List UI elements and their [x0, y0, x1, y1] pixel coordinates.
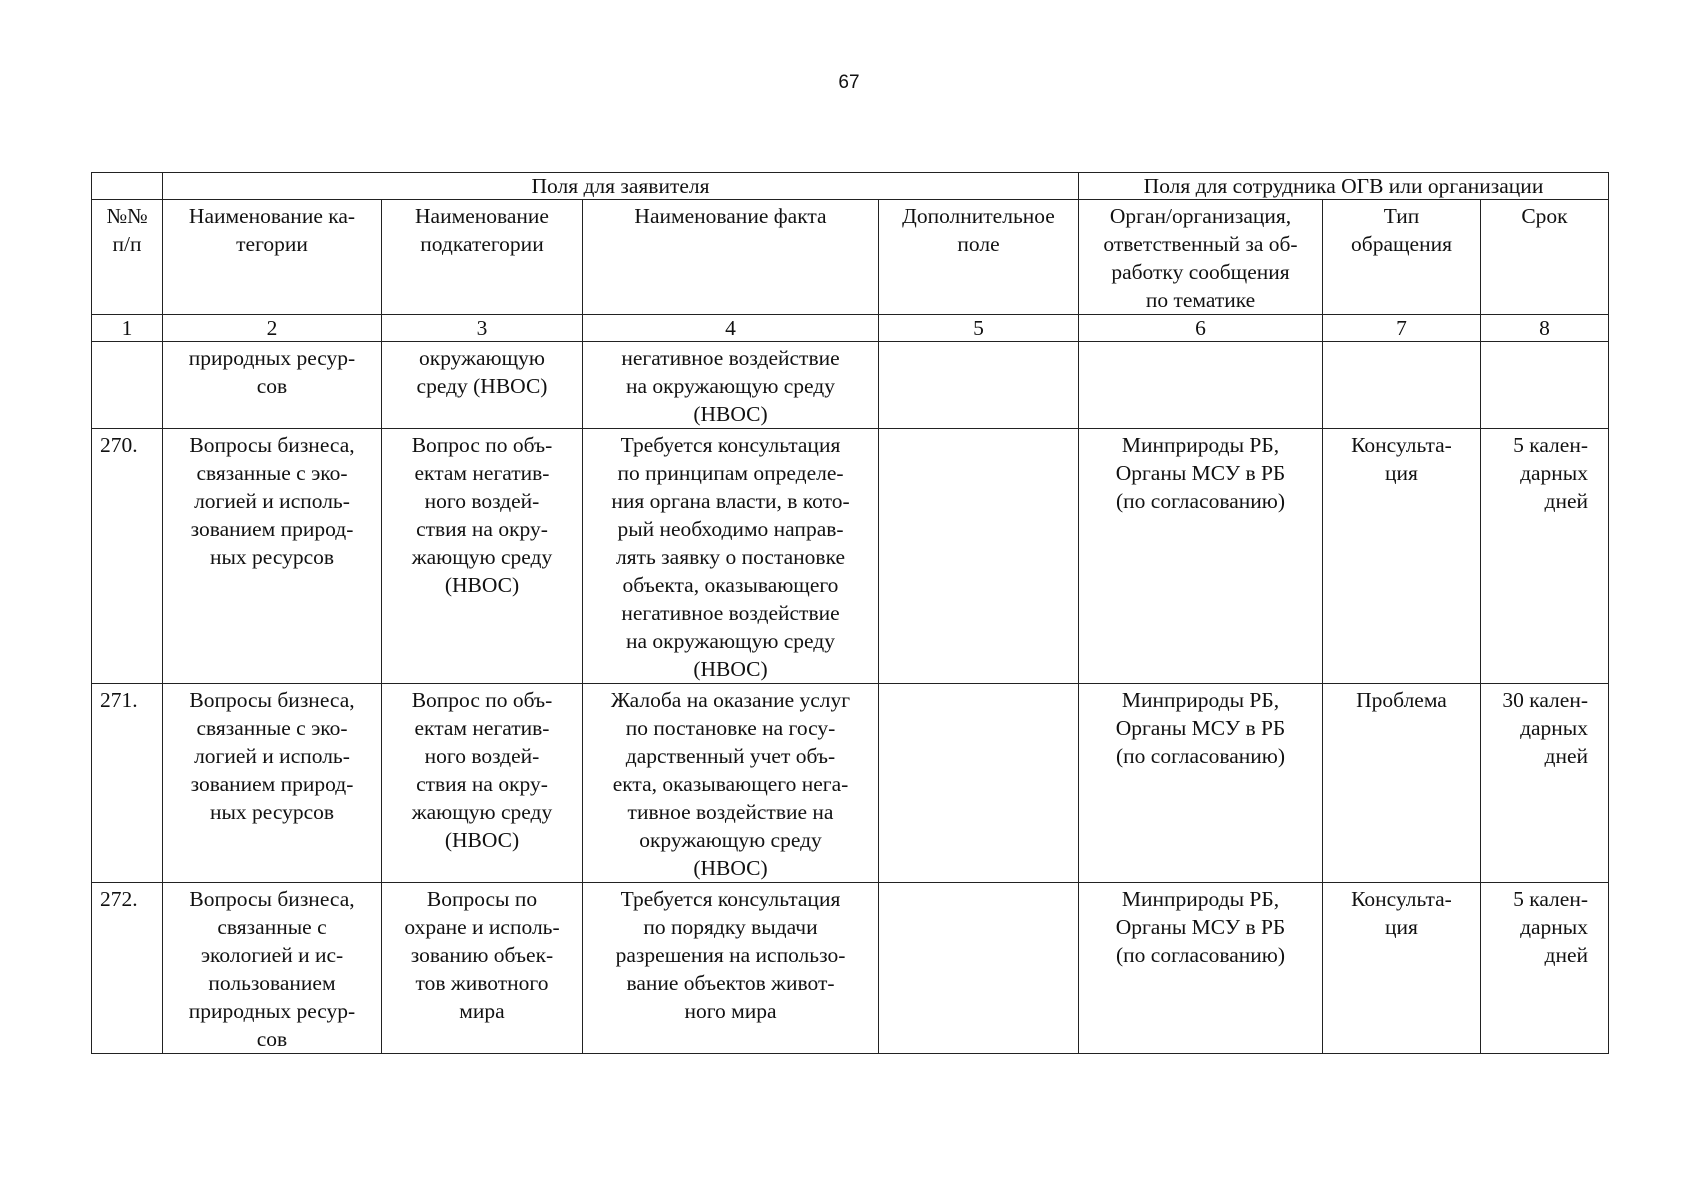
cell-extra	[879, 342, 1079, 429]
column-header-fact: Наименование факта	[583, 200, 879, 315]
table-row	[92, 883, 1609, 1054]
column-header-term: Срок	[1481, 200, 1609, 315]
column-header-extra: Дополнительное поле	[879, 200, 1079, 315]
column-index: 2	[163, 315, 382, 342]
cell-fact: Жалоба на оказание услуг по постановке на госу- дарственный учет объ- екта, оказывающего нега- тивное воздействие на окружающую среду (НВОС)	[583, 684, 879, 883]
table-row	[92, 684, 1609, 883]
cell-type: Консульта- ция	[1323, 429, 1481, 684]
cell-category: Вопросы бизнеса, связанные с эко- логией и исполь- зованием природ- ных ресурсов	[163, 684, 382, 883]
cell-subcategory: Вопрос по объ- ектам негатив- ного воздей- ствия на окру- жающую среду (НВОС)	[382, 429, 583, 684]
cell-extra	[879, 429, 1079, 684]
cell-term: 30 кален- дарных дней	[1481, 684, 1609, 883]
cell-subcategory: Вопрос по объ- ектам негатив- ного воздей- ствия на окру- жающую среду (НВОС)	[382, 684, 583, 883]
cell-number	[92, 342, 163, 429]
cell-fact: Требуется консультация по принципам определе- ния органа власти, в кото- рый необходимо направ- лять заявку о постановке объекта, оказывающего негативное воздействие на окружающую среду (НВОС)	[583, 429, 879, 684]
column-index: 3	[382, 315, 583, 342]
column-header-type: Тип обращения	[1323, 200, 1481, 315]
cell-type: Проблема	[1323, 684, 1481, 883]
cell-type: Консульта- ция	[1323, 883, 1481, 1054]
column-header-row	[92, 200, 1609, 315]
column-header-subcategory: Наименование подкатегории	[382, 200, 583, 315]
cell-type	[1323, 342, 1481, 429]
cell-organ: Минприроды РБ, Органы МСУ в РБ (по согласованию)	[1079, 429, 1323, 684]
cell-subcategory: окружающую среду (НВОС)	[382, 342, 583, 429]
cell-category: Вопросы бизнеса, связанные с экологией и ис- пользованием природных ресур- сов	[163, 883, 382, 1054]
column-header-category: Наименование ка- тегории	[163, 200, 382, 315]
group-header-empty	[92, 173, 163, 200]
table-row	[92, 429, 1609, 684]
group-header-applicant: Поля для заявителя	[163, 173, 1079, 200]
cell-term	[1481, 342, 1609, 429]
group-header-row	[92, 173, 1609, 200]
cell-subcategory: Вопросы по охране и исполь- зованию объек- тов животного мира	[382, 883, 583, 1054]
cell-extra	[879, 684, 1079, 883]
column-index: 4	[583, 315, 879, 342]
column-header-organ: Орган/организация, ответственный за об- работку сообщения по тематике	[1079, 200, 1323, 315]
cell-number: 270.	[92, 429, 163, 684]
column-index: 7	[1323, 315, 1481, 342]
cell-extra	[879, 883, 1079, 1054]
cell-organ	[1079, 342, 1323, 429]
cell-fact: негативное воздействие на окружающую среду (НВОС)	[583, 342, 879, 429]
column-index: 6	[1079, 315, 1323, 342]
column-index: 5	[879, 315, 1079, 342]
group-header-employee: Поля для сотрудника ОГВ или организации	[1079, 173, 1609, 200]
column-header-number: №№ п/п	[92, 200, 163, 315]
table-row-continuation	[92, 342, 1609, 429]
requests-table	[91, 172, 1609, 1054]
cell-fact: Требуется консультация по порядку выдачи разрешения на использо- вание объектов живот- ного мира	[583, 883, 879, 1054]
column-index-row	[92, 315, 1609, 342]
cell-term: 5 кален- дарных дней	[1481, 429, 1609, 684]
cell-number: 271.	[92, 684, 163, 883]
page-number: 67	[838, 72, 860, 93]
cell-category: природных ресур- сов	[163, 342, 382, 429]
cell-organ: Минприроды РБ, Органы МСУ в РБ (по согласованию)	[1079, 684, 1323, 883]
cell-category: Вопросы бизнеса, связанные с эко- логией и исполь- зованием природ- ных ресурсов	[163, 429, 382, 684]
cell-term: 5 кален- дарных дней	[1481, 883, 1609, 1054]
cell-organ: Минприроды РБ, Органы МСУ в РБ (по согласованию)	[1079, 883, 1323, 1054]
cell-number: 272.	[92, 883, 163, 1054]
column-index: 1	[92, 315, 163, 342]
column-index: 8	[1481, 315, 1609, 342]
